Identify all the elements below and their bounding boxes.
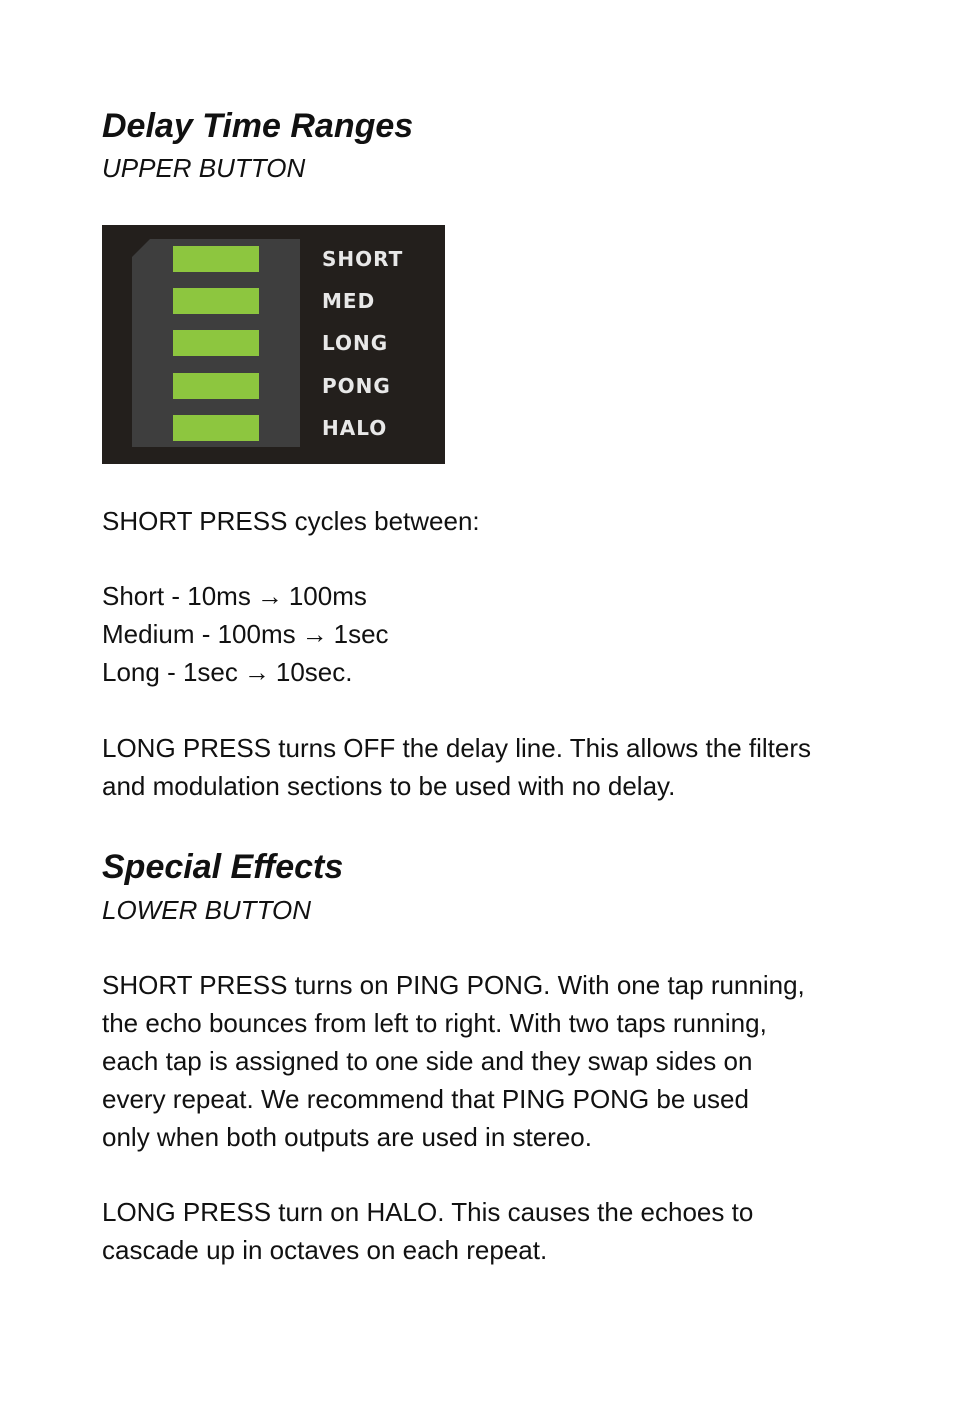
- arrow-right-icon: →: [256, 581, 283, 611]
- ping-pong-line: each tap is assigned to one side and they swap sides on: [102, 1046, 753, 1076]
- led-label-short: SHORT: [322, 247, 404, 271]
- long-press-line: LONG PRESS turns OFF the delay line. This allows the filters: [102, 733, 812, 763]
- range-short-to: 100ms: [288, 581, 367, 611]
- section-title-delay-time-ranges: Delay Time Ranges: [102, 107, 414, 145]
- long-press-line: and modulation sections to be used with no delay.: [102, 771, 676, 801]
- range-long-from: Long - 1sec: [102, 657, 238, 687]
- long-press-description: [102, 729, 862, 805]
- delay-range-panel-image: [102, 225, 445, 464]
- led-short: [173, 246, 259, 272]
- led-long: [173, 330, 259, 356]
- halo-line: LONG PRESS turn on HALO. This causes the echoes to: [102, 1197, 754, 1227]
- ping-pong-line: every repeat. We recommend that PING PONG be used: [102, 1084, 749, 1114]
- ping-pong-description: [102, 966, 862, 1156]
- short-press-intro: SHORT PRESS cycles between:: [102, 506, 480, 536]
- ping-pong-line: the echo bounces from left to right. With two taps running,: [102, 1008, 767, 1038]
- halo-line: cascade up in octaves on each repeat.: [102, 1235, 548, 1265]
- arrow-right-icon: →: [243, 657, 270, 687]
- range-short-from: Short - 10ms: [102, 581, 251, 611]
- ping-pong-line: only when both outputs are used in stereo.: [102, 1122, 592, 1152]
- section-subtitle-lower-button: LOWER BUTTON: [102, 895, 311, 925]
- range-medium-to: 1sec: [333, 619, 389, 649]
- ping-pong-line: SHORT PRESS turns on PING PONG. With one tap running,: [102, 970, 805, 1000]
- led-pong: [173, 373, 259, 399]
- halo-description: [102, 1193, 862, 1269]
- led-label-long: LONG: [322, 331, 389, 355]
- section-title-special-effects: Special Effects: [102, 848, 344, 886]
- led-label-halo: HALO: [322, 416, 388, 440]
- range-medium-from: Medium - 100ms: [102, 619, 296, 649]
- delay-range-list: [102, 577, 862, 691]
- range-short: [102, 577, 862, 615]
- range-long-to: 10sec.: [275, 657, 353, 687]
- range-long: [102, 653, 862, 691]
- led-halo: [173, 415, 259, 441]
- led-med: [173, 288, 259, 314]
- section-subtitle-upper-button: UPPER BUTTON: [102, 153, 306, 183]
- arrow-right-icon: →: [301, 619, 328, 649]
- led-label-pong: PONG: [322, 374, 391, 398]
- led-label-med: MED: [322, 289, 376, 313]
- range-medium: [102, 615, 862, 653]
